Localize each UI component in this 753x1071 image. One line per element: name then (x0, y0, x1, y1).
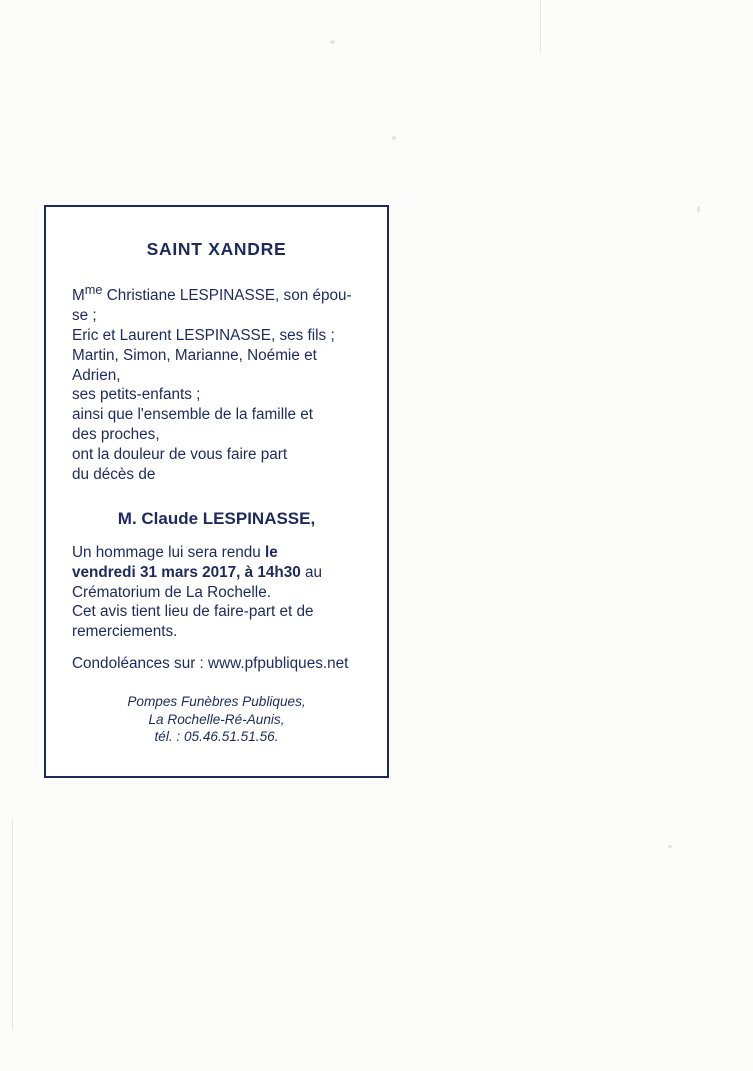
tribute-line: Un hommage lui sera rendu le (72, 543, 278, 561)
scan-fold-line (12, 820, 13, 1030)
death-notice-card (44, 205, 389, 778)
scan-speck (330, 40, 335, 44)
tribute-line: Cet avis tient lieu de faire-part et de (72, 603, 314, 621)
scan-speck (697, 206, 700, 213)
funeral-home-line: La Rochelle-Ré-Aunis, (148, 711, 285, 727)
tribute-line: vendredi 31 mars 2017, à 14h30 au (72, 563, 323, 581)
funeral-home-line: Pompes Funèbres Publiques, (127, 694, 306, 710)
family-line: se ; (72, 306, 97, 324)
tribute-details-block (72, 543, 361, 642)
family-line: $M^{me}$ Christiane LESPINASSE, son épou- (72, 282, 352, 305)
city-heading: SAINT XANDRE (146, 239, 287, 259)
family-line: Martin, Simon, Marianne, Noémie et (72, 346, 317, 364)
deceased-name: M. Claude LESPINASSE, (117, 508, 316, 528)
family-announcement-block (72, 282, 361, 485)
family-line: du décès de (72, 465, 156, 483)
tribute-line: remerciements. (72, 623, 178, 641)
funeral-home-phone: tél. : 05.46.51.51.56. (154, 729, 279, 744)
condolences-line: Condoléances sur : www.pfpubliques.net (72, 655, 349, 673)
family-line: des proches, (72, 426, 160, 444)
family-line: ses petits-enfants ; (72, 386, 201, 404)
family-line: ont la douleur de vous faire part (72, 446, 288, 464)
scan-speck (668, 845, 672, 848)
scan-fold-line (540, 0, 541, 52)
funeral-home-block (72, 693, 361, 745)
family-line: ainsi que l'ensemble de la famille et (72, 406, 314, 424)
scan-speck (392, 136, 396, 140)
family-line: Eric et Laurent LESPINASSE, ses fils ; (72, 326, 335, 344)
family-line: Adrien, (72, 366, 121, 384)
tribute-line: Crématorium de La Rochelle. (72, 583, 271, 601)
